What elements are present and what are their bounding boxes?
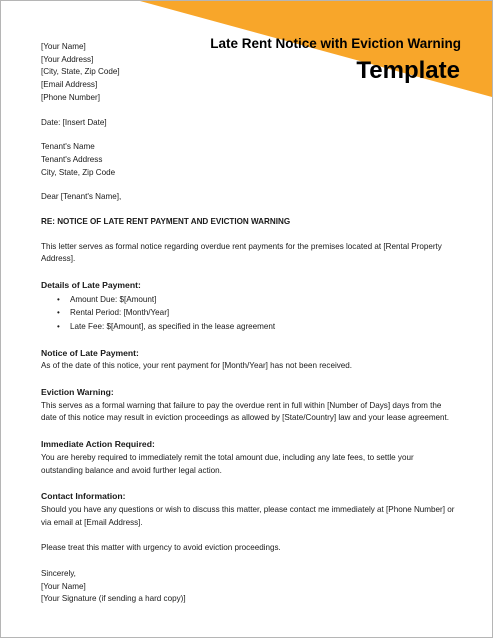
action-paragraph: You are hereby required to immediately remit the total amount due, including any late fees, to settle your outstanding balance and avoid further legal action. [41,452,414,475]
urgency-paragraph: Please treat this matter with urgency to avoid eviction proceedings. [41,543,281,553]
sender-email: [Email Address] [41,80,98,90]
letter-body [41,41,456,606]
recipient-block [41,141,456,179]
eviction-heading: Eviction Warning: [41,387,114,398]
document-title-template: Template [356,57,460,84]
notice-heading: Notice of Late Payment: [41,347,139,358]
eviction-paragraph: This serves as a formal warning that failure to pay the overdue rent in full within [Number of Days] days from the date of this notice may result in eviction proceedings as allowed by [State/Country] law and your lease agreement. [41,400,450,423]
sender-name: [Your Name] [41,42,86,51]
bullet-icon: • [57,294,60,304]
intro-paragraph: This letter serves as formal notice regarding overdue rent payments for the premises located at [Rental Property Address]. [41,241,442,264]
tenant-name: Tenant's Name [41,142,95,152]
document-title: Late Rent Notice with Eviction Warning [210,36,461,51]
closing-sincerely: Sincerely, [41,569,76,579]
contact-heading: Contact Information: [41,491,126,502]
tenant-address: Tenant's Address [41,154,103,164]
sender-block [41,41,456,105]
bullet-icon: • [57,308,60,318]
closing-block [41,568,456,606]
list-item: • Rental Period: [Month/Year] [70,306,456,320]
contact-paragraph: Should you have any questions or wish to discuss this matter, please contact me immediately at [Phone Number] or via email at [Email Address]. [41,504,455,527]
subject-line: RE: NOTICE OF LATE RENT PAYMENT AND EVICTION WARNING [41,217,291,227]
sender-phone: [Phone Number] [41,92,100,102]
list-item: • Amount Due: $[Amount] [70,293,456,307]
sender-address: [Your Address] [41,54,94,64]
salutation: Dear [Tenant's Name], [41,192,122,202]
date-line: Date: [Insert Date] [41,117,107,127]
bullet-icon: • [57,322,60,332]
details-heading: Details of Late Payment: [41,280,141,291]
list-item: • Late Fee: $[Amount], as specified in the lease agreement [70,320,456,334]
sender-city: [City, State, Zip Code] [41,67,120,77]
closing-name: [Your Name] [41,581,86,591]
action-heading: Immediate Action Required: [41,439,155,450]
tenant-city: City, State, Zip Code [41,167,116,177]
notice-paragraph: As of the date of this notice, your rent payment for [Month/Year] has not been received. [41,361,353,371]
closing-signature: [Your Signature (if sending a hard copy)] [41,594,186,604]
details-list [41,293,456,334]
